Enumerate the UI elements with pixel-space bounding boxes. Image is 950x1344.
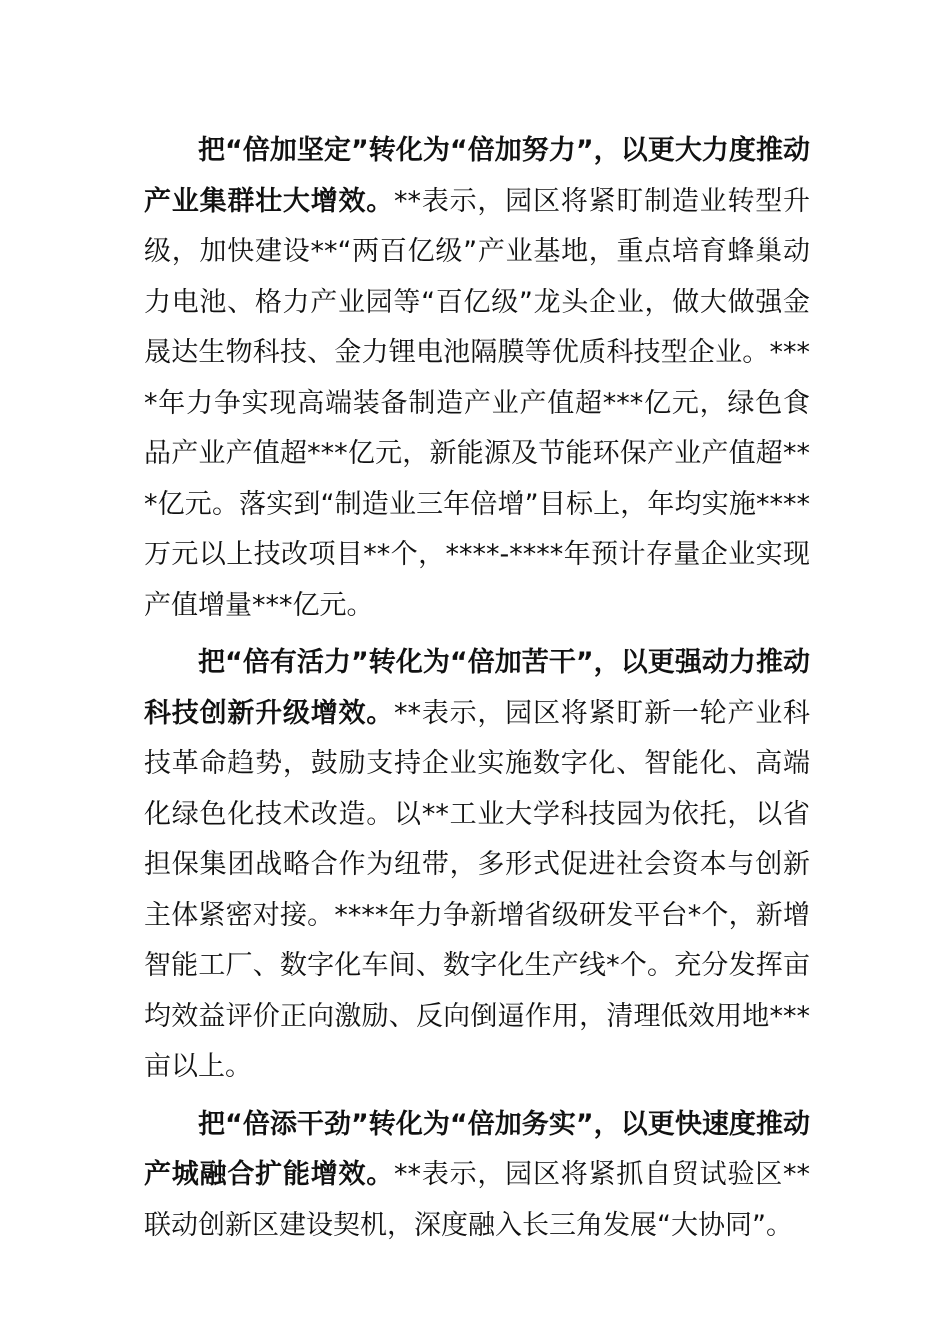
document-body <box>144 126 810 1258</box>
paragraph-lead: 把“倍有活力”转化为“倍加苦干”，以更强动力推动科技创新升级增效。 <box>144 647 810 729</box>
paragraph-city-integration <box>144 1100 810 1252</box>
paragraph-lead: 把“倍添干劲”转化为“倍加务实”，以更快速度推动产城融合扩能增效。 <box>144 1108 810 1190</box>
paragraph-text: **表示，园区将紧抓自贸试验区**联动创新区建设契机，深度融入长三角发展“大协同”。 <box>144 1159 811 1241</box>
paragraph-tech-innovation <box>144 638 810 1093</box>
paragraph-lead: 把“倍加坚定”转化为“倍加努力”，以更大力度推动产业集群壮大增效。 <box>144 135 810 217</box>
paragraph-text: **表示，园区将紧盯新一轮产业科技革命趋势，鼓励支持企业实施数字化、智能化、高端化绿色化技术改造。以**工业大学科技园为依托，以省担保集团战略合作为纽带，多形式促进社会资本与创新主体紧密对接。****年力争新增省级研发平台*个，新增智能工厂、数字化车间、数字化生产线*个。充分发挥亩均效益评价正向激励、反向倒逼作用，清理低效用地***亩以上。 <box>144 697 811 1082</box>
paragraph-text: **表示，园区将紧盯制造业转型升级，加快建设**“两百亿级”产业基地，重点培育蜂巢动力电池、格力产业园等“百亿级”龙头企业，做大做强金晟达生物科技、金力锂电池隔膜等优质科技型企业。****年力争实现高端装备制造产业产值超***亿元，绿色食品产业产值超***亿元，新能源及节能环保产业产值超***亿元。落实到“制造业三年倍增”目标上，年均实施****万元以上技改项目**个，****-****年预计存量企业实现产值增量***亿元。 <box>144 185 811 621</box>
paragraph-industrial-cluster <box>144 126 810 631</box>
